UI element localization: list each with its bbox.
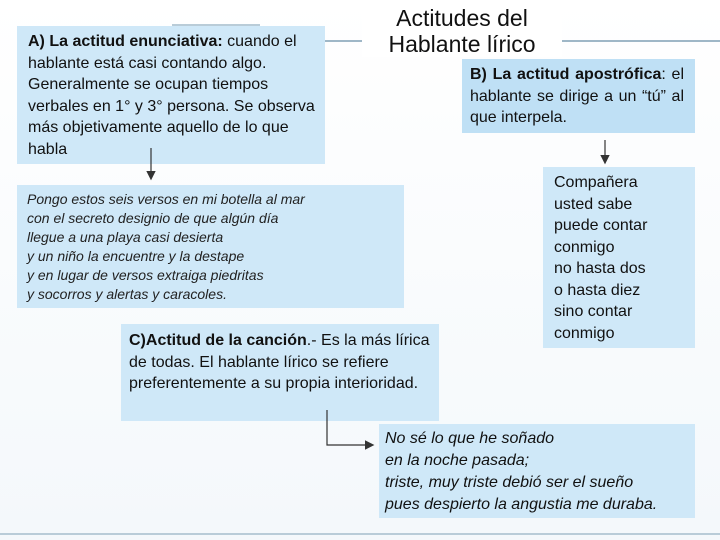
box-apostrofica-label: B) La actitud apostrófica <box>470 66 662 83</box>
poem-line: puede contar <box>554 217 648 234</box>
poem-cancion <box>385 428 657 516</box>
box-cancion-text <box>129 330 433 395</box>
poem-apostrofica <box>554 172 647 344</box>
box-enunciativa-text <box>28 31 320 160</box>
decorative-bottom-rule <box>0 533 720 535</box>
title-line-2: Hablante lírico <box>388 31 536 57</box>
poem-line: y socorros y alertas y caracoles. <box>27 286 227 302</box>
box-cancion-label: C)Actitud de la canción <box>129 332 307 349</box>
box-enunciativa-label: A) La actitud enunciativa: <box>28 33 223 50</box>
poem-line: pues despierto la angustia me duraba. <box>385 496 658 513</box>
poem-line: o hasta diez <box>554 281 641 299</box>
poem-line: en la noche pasada; <box>385 452 530 469</box>
poem-line: llegue a una playa casi desierta <box>27 229 224 245</box>
poem-line: Compañera <box>554 174 638 191</box>
poem-line: y en lugar de versos extraiga piedritas <box>27 267 264 283</box>
box-enunciativa-body: cuando el hablante está casi contando algo. Generalmente se ocupan tiempos verbales en 1° y 3° persona. Se observa más objetivamente aquello de lo que habla <box>28 33 315 158</box>
poem-line: Pongo estos seis versos en mi botella al mar <box>27 191 305 207</box>
slide-title <box>362 5 562 57</box>
poem-line: no hasta dos <box>554 260 646 277</box>
box-cancion-body: .- Es la más lírica de todas. El hablante lírico se refiere preferentemente a su propia interioridad. <box>129 332 430 392</box>
title-line-1: Actitudes del <box>396 5 528 31</box>
poem-enunciativa <box>27 190 305 304</box>
poem-line: conmigo <box>554 238 615 256</box>
poem-line: y un niño la encuentre y la destape <box>27 248 245 264</box>
poem-line: sino contar <box>554 303 633 320</box>
poem-line: No sé lo que he soñado <box>385 430 555 447</box>
poem-line: triste, muy triste debió ser el sueño <box>385 474 634 491</box>
box-apostrofica-body: : el hablante se dirige a un “tú” al que interpela. <box>470 66 685 126</box>
poem-line: usted sabe <box>554 195 633 213</box>
poem-line: conmigo <box>554 324 615 342</box>
box-apostrofica-text <box>470 64 684 129</box>
poem-line: con el secreto designio de que algún día <box>27 210 279 226</box>
